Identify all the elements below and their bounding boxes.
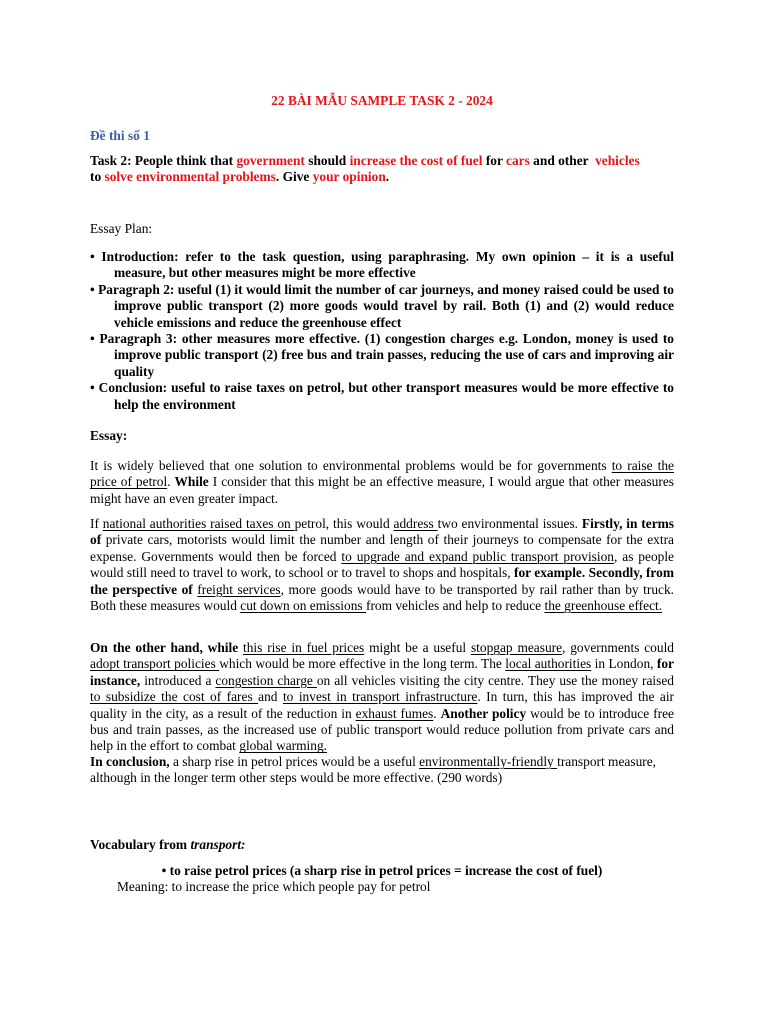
task-text: should <box>304 153 350 168</box>
essay-text: , more goods would have to be transported by rail rather than by truck. Both these measures would <box>90 581 675 614</box>
vocabulary-item: • to raise petrol prices (a sharp rise in petrol prices = increase the cost of fuel) <box>161 863 603 878</box>
essay-text: which would be more effective in the long term. The <box>219 656 506 672</box>
essay-text: introduced a <box>140 672 216 688</box>
essay-text: in London, <box>591 656 657 672</box>
task-prompt <box>90 153 674 186</box>
essay-heading: Essay: <box>90 428 128 443</box>
essay-text: from vehicles and help to reduce <box>365 598 545 614</box>
essay-text: I consider that this might be an effective measure, I would argue that other measures might have an even greater impact. <box>90 474 674 506</box>
plan-item: • Introduction: refer to the task question, using paraphrasing. My own opinion – it is a useful measure, but other measures might be more effective <box>90 249 674 281</box>
essay-text: . <box>433 705 441 721</box>
essay-text: . <box>167 474 175 490</box>
vocab-phrase: to subsidize the cost of fares <box>90 689 259 705</box>
task-highlight: cars <box>506 153 530 168</box>
essay-text: two environmental issues. <box>437 516 582 531</box>
essay-text: on all vehicles visiting the city centre. They use the money raised <box>316 672 674 688</box>
vocab-phrase: environmentally-friendly <box>419 754 558 769</box>
linking-word: While <box>174 474 209 490</box>
task-text: . Give <box>275 169 313 185</box>
essay-text: If <box>90 516 103 531</box>
essay-text: It is widely believed that one solution to environmental problems would be for governments <box>90 458 612 473</box>
task-text: . <box>385 169 390 185</box>
vocab-phrase: the greenhouse effect. <box>544 598 663 614</box>
linking-word: Firstly, in terms of <box>90 516 675 548</box>
essay-text: would be to introduce free bus and train passes, as the increased use of public transport would reduce pollution from private cars and help in the effort to combat <box>90 705 674 754</box>
essay-plan-list <box>90 249 674 413</box>
document-title: 22 BÀI MẪU SAMPLE TASK 2 - 2024 <box>271 93 493 108</box>
vocab-phrase: global warming. <box>239 738 328 754</box>
essay-text: petrol, this would <box>294 516 394 531</box>
task-text: to <box>90 169 105 185</box>
plan-item: • Conclusion: useful to raise taxes on petrol, but other transport measures would be more effective to help the environment <box>90 380 674 412</box>
vocab-phrase: this rise in fuel prices <box>243 640 365 655</box>
task-highlight: government <box>236 153 305 168</box>
vocab-heading-topic: transport: <box>190 837 246 852</box>
vocabulary-meaning: Meaning: to increase the price which people pay for petrol <box>117 879 431 894</box>
vocab-phrase: adopt transport policies <box>90 656 220 672</box>
vocab-phrase: freight services <box>197 581 281 597</box>
vocab-phrase: exhaust fumes <box>355 705 434 721</box>
essay-text: , governments could <box>562 640 674 655</box>
linking-word: In conclusion, <box>90 754 170 769</box>
vocab-phrase: to upgrade and expand public transport provision <box>341 548 614 564</box>
essay-text: private cars, motorists would limit the number and length of their journeys to compensate for the extra expense. Governments would then be forced <box>90 532 674 564</box>
essay-plan-heading: Essay Plan: <box>90 221 153 236</box>
task-text: for <box>482 153 507 168</box>
task-highlight: your opinion <box>312 169 386 185</box>
essay-paragraph-1 <box>90 458 674 507</box>
task-highlight: increase the cost of fuel <box>349 153 483 168</box>
exam-number: Đề thi số 1 <box>90 128 150 143</box>
task-text: Task 2: People think that <box>90 153 237 168</box>
vocabulary-heading <box>90 837 674 853</box>
vocab-phrase: stopgap measure <box>470 640 563 655</box>
vocab-phrase: national authorities raised taxes on <box>102 516 295 531</box>
essay-text: . In turn, this has improved the air quality in the city, as a result of the reduction in <box>90 689 675 721</box>
essay-paragraph-3 <box>90 640 674 755</box>
vocab-phrase: congestion charge <box>215 672 317 688</box>
vocab-phrase: to invest in transport infrastructure <box>282 689 478 705</box>
vocab-phrase: local authorities <box>505 656 592 672</box>
essay-text: might be a useful <box>364 640 471 655</box>
plan-item: • Paragraph 3: other measures more effective. (1) congestion charges e.g. London, money is used to improve public transport (2) free bus and train passes, reducing the use of cars and improving air quality <box>90 331 674 379</box>
essay-text: and <box>258 689 283 705</box>
vocab-heading-text: Vocabulary from <box>90 837 191 852</box>
linking-word: Another policy <box>440 705 527 721</box>
task-highlight: solve environmental problems <box>104 169 276 185</box>
plan-item: • Paragraph 2: useful (1) it would limit the number of car journeys, and money raised could be used to improve public transport (2) more goods would travel by rail. Both (1) and (2) would reduce vehicle emissions and reduce the greenhouse effect <box>90 281 674 330</box>
essay-paragraph-2 <box>90 516 674 614</box>
vocab-phrase: address <box>393 516 438 531</box>
vocab-phrase: cut down on emissions <box>240 598 366 614</box>
essay-text: a sharp rise in petrol prices would be a useful <box>169 754 420 769</box>
linking-word: for example. <box>514 565 586 581</box>
linking-word: for instance, <box>90 656 674 688</box>
linking-word: Secondly, from the perspective of <box>90 565 674 597</box>
task-highlight: vehicles <box>595 153 640 168</box>
essay-text: transport measure, although in the longer term other steps would be more effective. (290 words) <box>90 754 657 786</box>
task-text: and other <box>529 153 592 168</box>
essay-text: , as people would still need to travel to work, to school or to travel to shops and hospitals, <box>90 548 674 581</box>
vocab-phrase: to raise the price of petrol <box>90 458 675 490</box>
linking-word: On the other hand, while <box>90 640 239 655</box>
essay-paragraph-4 <box>90 754 674 787</box>
